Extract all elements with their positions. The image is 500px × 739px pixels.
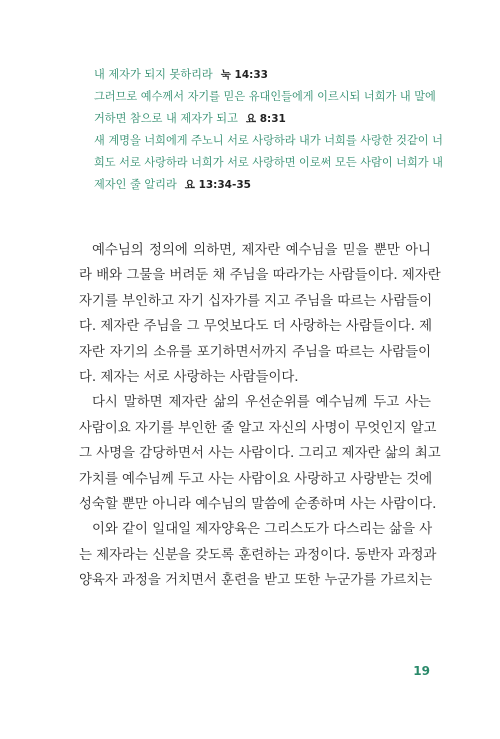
- body-line: 양육자 과정을 거치면서 훈련을 받고 또한 누군가를 가르치는: [79, 573, 433, 589]
- quote-line: [94, 152, 474, 174]
- quote-line: [94, 130, 474, 152]
- scripture-reference: 요 8:31: [245, 113, 286, 125]
- body-line: 사람이요 자기를 부인한 줄 알고 자신의 사명이 무엇인지 알고: [79, 420, 437, 436]
- body-line: 다. 제자는 서로 사랑하는 사람들이다.: [79, 369, 299, 385]
- body-line: 자기를 부인하고 자기 십자가를 지고 주님을 따르는 사람들이: [79, 293, 433, 309]
- quote-text: 거하면 참으로 내 제자가 되고: [94, 112, 238, 125]
- body-line: 이와 같이 일대일 제자양육은 그리스도가 다스리는 삶을 사: [92, 522, 433, 538]
- body-line: 그 사명을 감당하면서 사는 사람이다. 그리고 제자란 삶의 최고: [79, 446, 441, 462]
- body-line: 예수님의 정의에 의하면, 제자란 예수님을 믿을 뿐만 아니: [92, 243, 431, 258]
- quote-text: 내 제자가 되지 못하리라: [94, 68, 213, 81]
- quote-line: [94, 86, 474, 108]
- quote-text: 희도 서로 사랑하라 너희가 서로 사랑하면 이로써 모든 사람이 너희가 내: [94, 156, 443, 169]
- body-paragraphs: [79, 238, 441, 593]
- quote-text: 새 계명을 너희에게 주노니 서로 사랑하라 내가 너희를 사랑한 것같이 너: [94, 134, 443, 147]
- quote-text: 제자인 줄 알리라: [94, 178, 177, 191]
- body-line: 라 배와 그물을 버려둔 채 주님을 따라가는 사람들이다. 제자란: [79, 268, 441, 284]
- scripture-quotes: [94, 64, 474, 196]
- quote-line: [94, 108, 474, 130]
- body-line: 다시 말하면 제자란 삶의 우선순위를 예수님께 두고 사는: [92, 395, 431, 411]
- body-line: 가치를 예수님께 두고 사는 사람이요 사랑하고 사랑받는 것에: [79, 471, 433, 487]
- scripture-reference: 눅 14:33: [220, 69, 268, 81]
- body-line: 자란 자기의 소유를 포기하면서까지 주님을 따르는 사람들이: [79, 344, 431, 360]
- body-line: 는 제자라는 신분을 갖도록 훈련하는 과정이다. 동반자 과정과: [79, 547, 437, 563]
- quote-text: 그러므로 예수께서 자기를 믿은 유대인들에게 이르시되 너희가 내 말에: [94, 90, 436, 103]
- scripture-reference: 요 13:34-35: [184, 179, 251, 191]
- quote-line: [94, 174, 474, 196]
- body-line: 다. 제자란 주님을 그 무엇보다도 더 사랑하는 사람들이다. 제: [79, 319, 433, 335]
- page-number: 19: [413, 664, 430, 678]
- quote-line: [94, 64, 474, 86]
- body-line: 성숙할 뿐만 아니라 예수님의 말씀에 순종하며 사는 사람이다.: [79, 496, 437, 512]
